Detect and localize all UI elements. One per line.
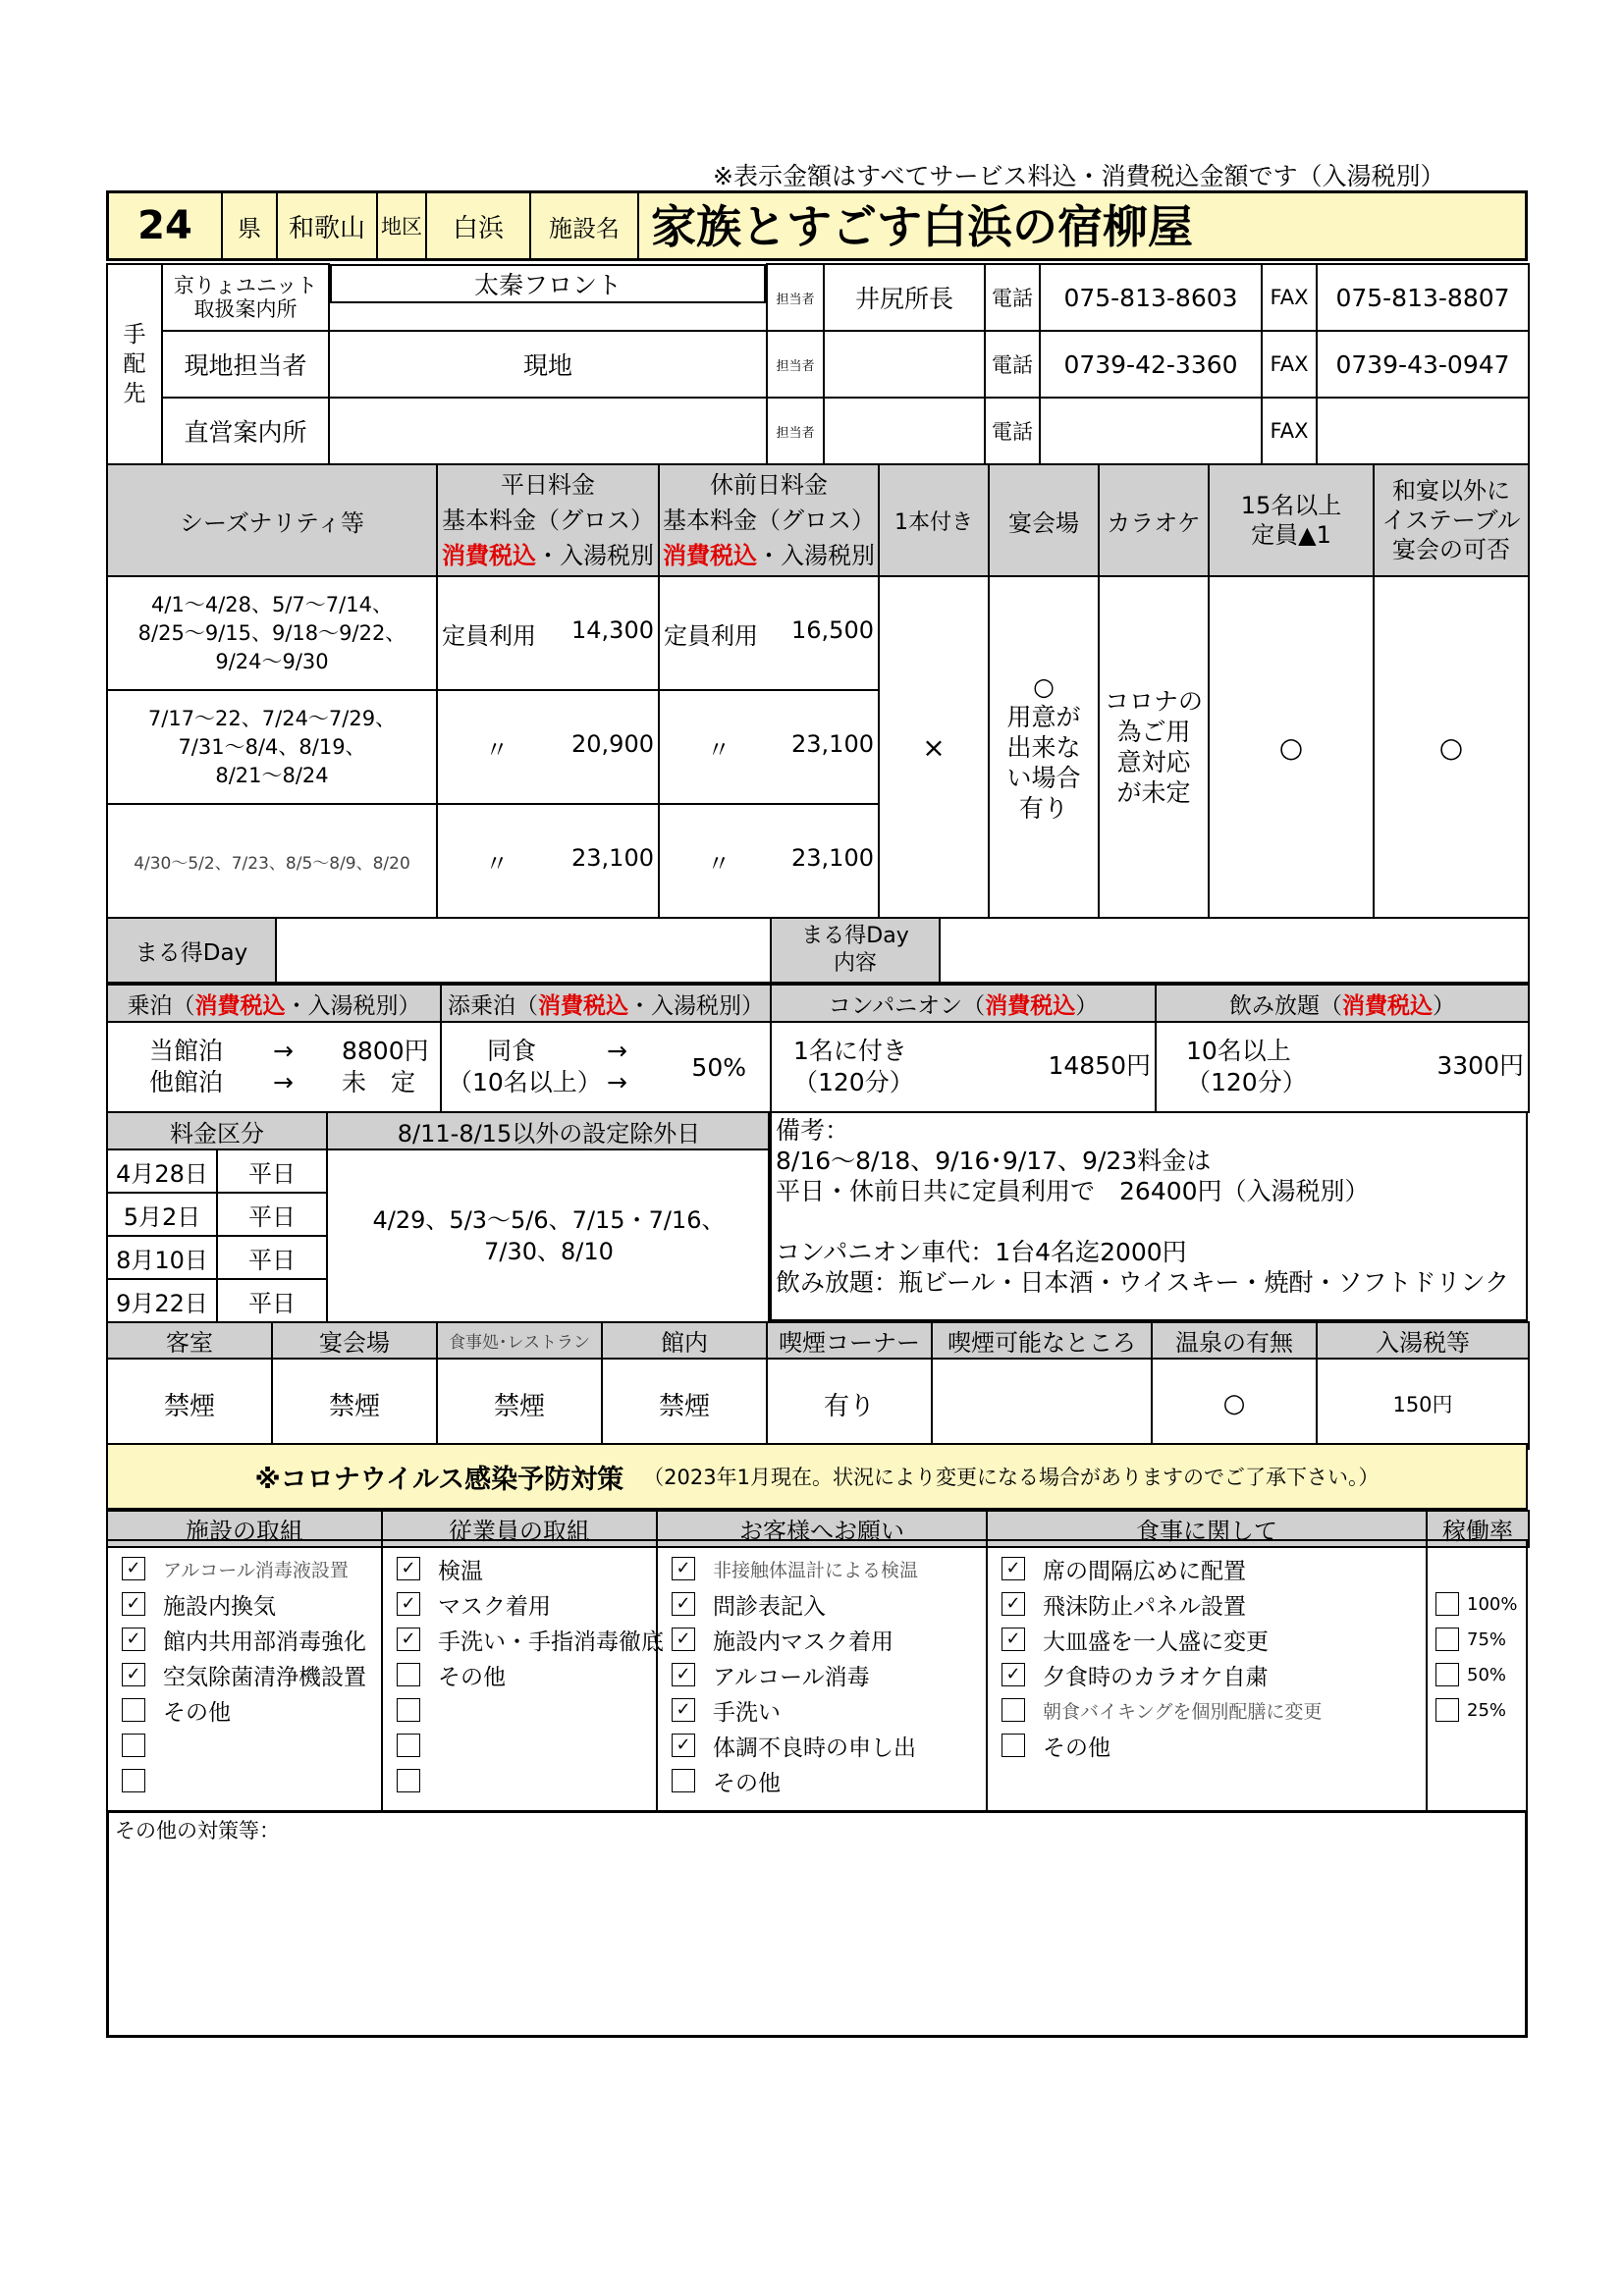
smoking-value: 禁煙 (602, 1359, 767, 1449)
tel-label: 電話 (985, 398, 1040, 464)
contact-fax (1317, 398, 1529, 464)
tehaisaki-label: 手 配 先 (107, 264, 162, 464)
facility-item (108, 1657, 381, 1692)
checkbox[interactable]: ✓ (672, 1698, 695, 1722)
holiday-price: 〃 23,100 (659, 690, 879, 804)
holiday-price: 定員利用 16,500 (659, 576, 879, 690)
staff-item (383, 1586, 656, 1622)
remarks-label: 備考： (776, 1116, 850, 1145)
class-date: 9月22日 (107, 1279, 217, 1322)
season-row-1: 4/1～4/28、5/7～7/14、 8/25～9/15、9/18～9/22、 9/24～9/30 (107, 576, 437, 690)
contact-fax: 0739-43-0947 (1317, 331, 1529, 398)
pref-value: 和歌山 (278, 193, 378, 258)
season-row-3: 4/30～5/2、7/23、8/5～8/9、8/20 (107, 804, 437, 918)
meal-item (988, 1586, 1426, 1622)
tantou-label: 担当者 (767, 264, 824, 331)
class-date: 5月2日 (107, 1193, 217, 1236)
checkbox-label: 席の間隔広めに配置 (1043, 1558, 1246, 1584)
meal-item (988, 1622, 1426, 1657)
contact-label-unit: 京りょユニット 取扱案内所 (162, 264, 329, 331)
meal-item (988, 1551, 1426, 1586)
staff-item (383, 1657, 656, 1692)
class-type: 平日 (217, 1149, 327, 1193)
other-measures-box (106, 1810, 1528, 2038)
col-season: シーズナリティ等 (107, 464, 437, 576)
col-class: 料金区分 (107, 1112, 327, 1149)
fax-label: FAX (1262, 398, 1317, 464)
marutoku-content-label: まる得Day 内容 (771, 918, 940, 983)
meal-item (988, 1728, 1426, 1763)
checkbox-label: アルコール消毒液設置 (163, 1559, 349, 1581)
col-facility: 施設の取組 (107, 1511, 382, 1547)
checkbox[interactable] (1435, 1628, 1459, 1651)
guest-item (658, 1728, 986, 1763)
onsen-header: 温泉の有無 (1152, 1322, 1317, 1359)
table-value: ○ (1374, 576, 1529, 918)
checkbox[interactable] (122, 1769, 145, 1792)
rate-label: 100% (1467, 1593, 1518, 1615)
smoking-header: 食事処･レストラン (437, 1322, 602, 1359)
col-holiday: 休前日料金 基本料金（グロス） 消費税込・入湯税別 (659, 464, 879, 576)
checkbox[interactable] (397, 1698, 420, 1722)
checkbox-label: その他 (1043, 1735, 1110, 1761)
ippon-value: × (879, 576, 989, 918)
staff-item (383, 1763, 656, 1798)
nomihoudai-value: 10名以上 （120分） 3300円 (1156, 1022, 1529, 1112)
col-meal: 食事に関して (987, 1511, 1427, 1547)
checkbox-label: 大皿盛を一人盛に変更 (1043, 1629, 1269, 1655)
checkbox[interactable] (1435, 1592, 1459, 1616)
checkbox-label: 手洗い・手指消毒徹底 (438, 1629, 664, 1655)
weekday-price: 〃 20,900 (437, 690, 659, 804)
checkbox-label: その他 (438, 1664, 506, 1690)
checkbox-label: その他 (713, 1770, 781, 1796)
guest-item (658, 1692, 986, 1728)
contact-tel (1040, 398, 1262, 464)
smoking-value: 有り (767, 1359, 932, 1449)
fax-label: FAX (1262, 331, 1317, 398)
checkbox[interactable]: ✓ (672, 1663, 695, 1686)
tantou-label: 担当者 (767, 331, 824, 398)
guest-item (658, 1763, 986, 1798)
smoking-value: 禁煙 (107, 1359, 272, 1449)
checkbox-label: 館内共用部消毒強化 (163, 1629, 366, 1655)
checkbox[interactable]: ✓ (672, 1592, 695, 1616)
onsen-value: ○ (1152, 1359, 1317, 1449)
checkbox-label: 空気除菌清浄機設置 (163, 1664, 366, 1690)
contact-person (824, 398, 985, 464)
contact-tel: 075-813-8603 (1040, 264, 1262, 331)
weekday-price: 定員利用 14,300 (437, 576, 659, 690)
nyuto-tax-value: 150円 (1317, 1359, 1529, 1449)
staff-item (383, 1728, 656, 1763)
checkbox-label: 手洗い (713, 1699, 781, 1726)
checkbox-label: 施設内マスク着用 (713, 1629, 893, 1655)
checkbox[interactable] (1435, 1698, 1459, 1722)
contact-label-direct: 直営案内所 (162, 398, 329, 464)
remark-line: 8/16～8/18、9/16･9/17、9/23料金は (776, 1147, 1212, 1175)
area-value: 白浜 (427, 193, 531, 258)
checkbox[interactable]: ✓ (122, 1592, 145, 1616)
rate-item (1428, 1657, 1526, 1692)
companion-header: コンパニオン（消費税込） (771, 985, 1156, 1022)
remark-line: 平日・休前日共に定員利用で 26400円（入湯税別） (776, 1177, 1370, 1205)
marutoku-content-value (940, 918, 1529, 983)
staff-item (383, 1551, 656, 1586)
smoking-header: 喫煙可能なところ (932, 1322, 1152, 1359)
tel-label: 電話 (985, 331, 1040, 398)
contact-name (329, 398, 767, 464)
checkbox[interactable]: ✓ (397, 1628, 420, 1651)
guest-item (658, 1551, 986, 1586)
meal-item (988, 1657, 1426, 1692)
checkbox[interactable] (397, 1769, 420, 1792)
col-staff: 従業員の取組 (382, 1511, 657, 1547)
checkbox[interactable]: ✓ (672, 1557, 695, 1580)
rate-item (1428, 1586, 1526, 1622)
checkbox-label: 施設内換気 (163, 1593, 276, 1620)
contact-person (824, 331, 985, 398)
checkbox-label: 問診表記入 (713, 1593, 826, 1620)
checkbox[interactable]: ✓ (1001, 1628, 1025, 1651)
smoking-header: 館内 (602, 1322, 767, 1359)
guest-item (658, 1657, 986, 1692)
smoking-value: 禁煙 (272, 1359, 437, 1449)
checkbox[interactable] (397, 1734, 420, 1757)
tantou-label: 担当者 (767, 398, 824, 464)
checkbox[interactable] (122, 1698, 145, 1722)
fifteen-value: ○ (1209, 576, 1374, 918)
col-ippon: 1本付き (879, 464, 989, 576)
class-type: 平日 (217, 1236, 327, 1279)
contact-label-local: 現地担当者 (162, 331, 329, 398)
checklist-facility (106, 1539, 383, 1812)
smoking-value: 禁煙 (437, 1359, 602, 1449)
remark-line: コンパニオン車代：1台4名迄2000円 (776, 1238, 1187, 1266)
banquet-value: ○ 用意が 出来な い場合 有り (989, 576, 1099, 918)
checkbox[interactable]: ✓ (122, 1663, 145, 1686)
checkbox-label: 体調不良時の申し出 (713, 1735, 916, 1761)
facility-item (108, 1692, 381, 1728)
checkbox[interactable]: ✓ (672, 1628, 695, 1651)
options-table (106, 984, 1530, 1113)
price-notice: ※表示金額はすべてサービス料込・消費税込金額です（入湯税別） (713, 162, 1445, 190)
class-date: 8月10日 (107, 1236, 217, 1279)
nyuto-tax-header: 入湯税等 (1317, 1322, 1529, 1359)
contact-name: 太秦フロント (330, 264, 766, 303)
checkbox[interactable] (122, 1734, 145, 1757)
checkbox-label: 非接触体温計による検温 (713, 1559, 919, 1581)
rate-label: 75% (1467, 1629, 1507, 1650)
col-weekday: 平日料金 基本料金（グロス） 消費税込・入湯税別 (437, 464, 659, 576)
checklist-guest (656, 1539, 988, 1812)
checkbox[interactable]: ✓ (1001, 1557, 1025, 1580)
facility-name: 家族とすごす白浜の宿柳屋 (651, 200, 1193, 253)
checkbox[interactable]: ✓ (672, 1734, 695, 1757)
col-table-banquet: 和宴以外に イステーブル 宴会の可否 (1374, 464, 1529, 576)
facility-item (108, 1551, 381, 1586)
smoking-header: 客室 (107, 1322, 272, 1359)
facility-number: 24 (109, 193, 223, 258)
karaoke-value: コロナの 為ご用 意対応 が未定 (1099, 576, 1209, 918)
corona-note: （2023年1月現在。状況により変更になる場合がありますのでご了承下さい。） (643, 1466, 1380, 1489)
checkbox[interactable] (672, 1769, 695, 1792)
contact-name: 現地 (329, 331, 767, 398)
exclusion-dates: 4/29、5/3～5/6、7/15・7/16、 7/30、8/10 (327, 1149, 771, 1322)
remark-line: 飲み放題：瓶ビール・日本酒・ウイスキー・焼酎・ソフトドリンク (776, 1268, 1510, 1297)
col-exclusion: 8/11-8/15以外の設定除外日 (327, 1112, 771, 1149)
class-type: 平日 (217, 1279, 327, 1322)
fax-label: FAX (1262, 264, 1317, 331)
weekday-price: 〃 23,100 (437, 804, 659, 918)
checkbox-label: アルコール消毒 (713, 1664, 870, 1690)
checkbox-label: 飛沫防止パネル設置 (1043, 1593, 1246, 1620)
checkbox[interactable]: ✓ (1001, 1663, 1025, 1686)
meal-item (988, 1692, 1426, 1728)
col-banquet: 宴会場 (989, 464, 1099, 576)
guest-item (658, 1622, 986, 1657)
facility-item (108, 1728, 381, 1763)
checkbox-label: マスク着用 (438, 1593, 551, 1620)
season-row-2: 7/17～22、7/24～7/29、 7/31～8/4、8/19、 8/21～8/24 (107, 690, 437, 804)
rate-item (1428, 1622, 1526, 1657)
col-guest: お客様へお願い (657, 1511, 987, 1547)
checkbox-label: その他 (163, 1699, 231, 1726)
rate-label: 50% (1467, 1664, 1507, 1685)
checkbox[interactable] (1001, 1734, 1025, 1757)
smoking-value (932, 1359, 1152, 1449)
marutoku-table (106, 917, 1530, 984)
checklist-meal (986, 1539, 1428, 1812)
checklist-staff (381, 1539, 664, 1812)
holiday-price: 〃 23,100 (659, 804, 879, 918)
marutoku-value (276, 918, 771, 983)
col-rate: 稼働率 (1427, 1511, 1529, 1547)
rates-table (106, 463, 1530, 919)
checkbox[interactable] (1001, 1698, 1025, 1722)
nomihoudai-header: 飲み放題（消費税込） (1156, 985, 1529, 1022)
smoking-table (106, 1321, 1530, 1450)
facility-item (108, 1586, 381, 1622)
checkbox-label: 検温 (438, 1558, 483, 1584)
companion-value: 1名に付き （120分） 14850円 (771, 1022, 1156, 1112)
area-label: 地区 (378, 193, 427, 258)
class-table (106, 1111, 772, 1323)
staff-item (383, 1622, 664, 1657)
checkbox-label: 朝食バイキングを個別配膳に変更 (1043, 1700, 1323, 1723)
corona-title-bar (106, 1443, 1528, 1510)
contact-fax: 075-813-8807 (1317, 264, 1529, 331)
checklist-rate (1426, 1539, 1528, 1812)
class-type: 平日 (217, 1193, 327, 1236)
facility-label: 施設名 (531, 193, 639, 258)
checkbox-label: 夕食時のカラオケ自粛 (1043, 1664, 1269, 1690)
contact-person: 井尻所長 (824, 264, 985, 331)
smoking-header: 喫煙コーナー (767, 1322, 932, 1359)
guest-item (658, 1586, 986, 1622)
checkbox[interactable]: ✓ (122, 1628, 145, 1651)
pref-label: 県 (223, 193, 278, 258)
col-karaoke: カラオケ (1099, 464, 1209, 576)
contact-table (106, 263, 1530, 465)
checkbox[interactable] (397, 1663, 420, 1686)
checkbox[interactable]: ✓ (397, 1592, 420, 1616)
tenjou-header: 添乗泊（消費税込・入湯税別） (441, 985, 771, 1022)
facility-item (108, 1763, 381, 1798)
checkbox[interactable]: ✓ (1001, 1592, 1025, 1616)
norihaku-header: 乗泊（消費税込・入湯税別） (107, 985, 441, 1022)
class-date: 4月28日 (107, 1149, 217, 1193)
other-measures-label: その他の対策等： (115, 1819, 280, 1842)
remarks-box (768, 1111, 1528, 1321)
norihaku-value: 当館泊 → 8800円 他館泊 → 未 定 (107, 1022, 441, 1112)
checkbox[interactable]: ✓ (122, 1557, 145, 1580)
rate-label: 25% (1467, 1699, 1507, 1721)
tel-label: 電話 (985, 264, 1040, 331)
checkbox[interactable]: ✓ (397, 1557, 420, 1580)
marutoku-label: まる得Day (107, 918, 276, 983)
contact-tel: 0739-42-3360 (1040, 331, 1262, 398)
rate-item (1428, 1692, 1526, 1728)
tenjou-value: 同食 → （10名以上） → 50% (441, 1022, 771, 1112)
smoking-header: 宴会場 (272, 1322, 437, 1359)
facility-item (108, 1622, 381, 1657)
checkbox[interactable] (1435, 1663, 1459, 1686)
col-15people: 15名以上 定員▲1 (1209, 464, 1374, 576)
corona-title: ※コロナウイルス感染予防対策 (254, 1464, 624, 1495)
header-bar (106, 190, 1528, 261)
staff-item (383, 1692, 656, 1728)
